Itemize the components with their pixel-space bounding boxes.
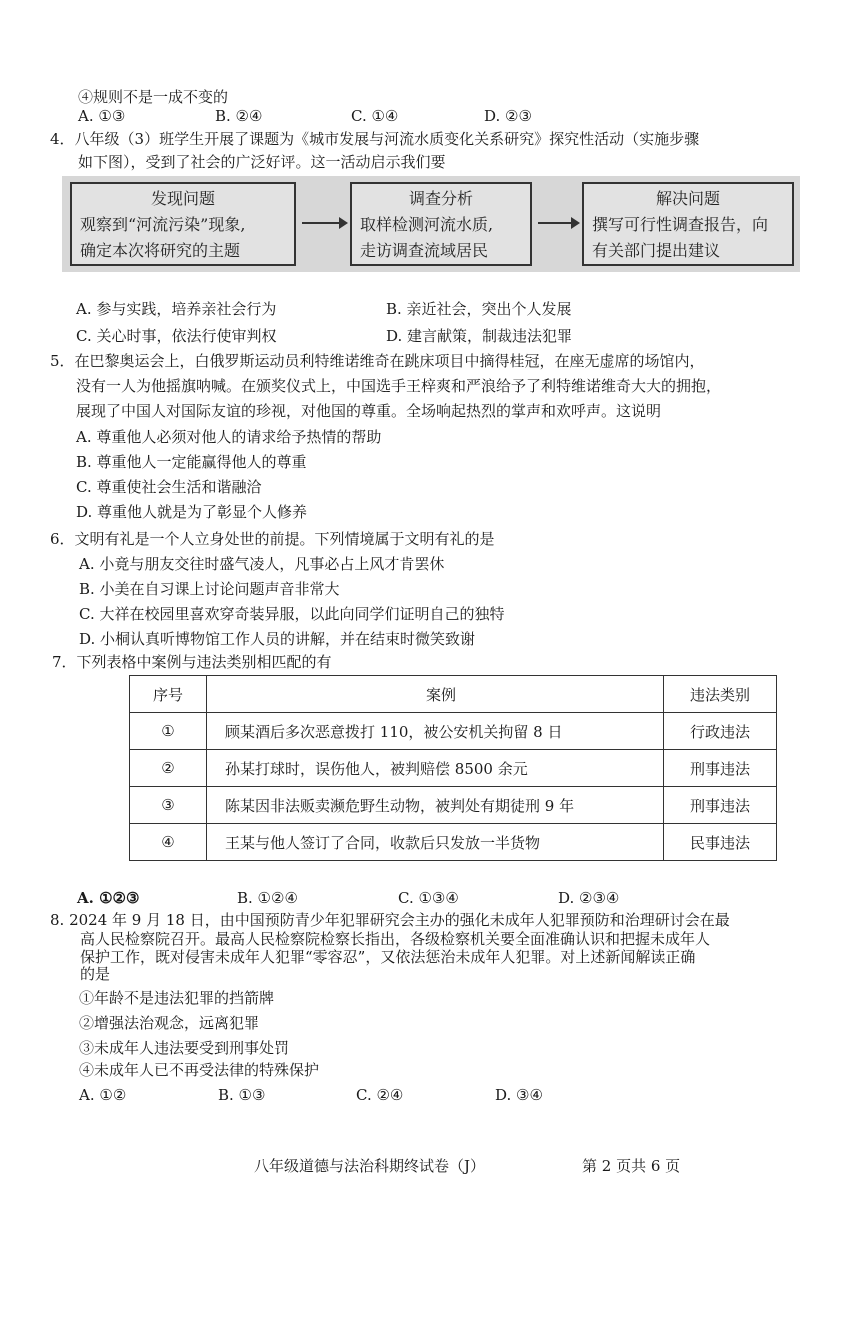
q7-case-table (129, 675, 777, 861)
flow-step-3 (582, 182, 794, 266)
table-row (130, 787, 777, 824)
q7-option-b: B. ①②④ (237, 889, 298, 907)
q3-options (78, 106, 532, 126)
q3-item-4: ④规则不是一成不变的 (78, 88, 229, 106)
q8-stem-line2: 高人民检察院召开。最高人民检察院检察长指出，各级检察机关要全面准确认识和把握未成年人 (80, 930, 711, 948)
flow-step-2-line1: 取样检测河流水质, (360, 215, 494, 234)
q6-option-b: B. 小美在自习课上讨论问题声音非常大 (79, 580, 340, 598)
row-case: 顾某酒后多次恶意拨打 110，被公安机关拘留 8 日 (207, 713, 664, 750)
row-no: ② (130, 750, 207, 787)
q5-stem-line1: 5．在巴黎奥运会上，白俄罗斯运动员利特维诺维奇在跳床项目中摘得桂冠，在座无虚席的场馆内， (50, 352, 705, 370)
row-case: 孙某打球时，误伤他人，被判赔偿 8500 余元 (207, 750, 664, 787)
q5-option-c: C. 尊重使社会生活和谐融洽 (76, 478, 262, 496)
flow-arrow-2 (538, 222, 578, 224)
q7-option-a: A. ①②③ (77, 889, 140, 907)
q3-option-d: D. ②③ (484, 107, 532, 125)
q4-options-row1 (76, 299, 572, 319)
q8-option-c: C. ②④ (356, 1086, 404, 1104)
row-type: 行政违法 (664, 713, 777, 750)
flow-step-1 (70, 182, 296, 266)
row-no: ③ (130, 787, 207, 824)
q4-flow-diagram (62, 176, 800, 272)
flow-step-2-line2: 走访调查流域居民 (360, 241, 489, 260)
q8-stem-line3: 保护工作，既对侵害未成年人犯罪“零容忍”，又依法惩治未成年人犯罪。对上述新闻解读正确 (80, 948, 696, 966)
row-type: 刑事违法 (664, 787, 777, 824)
q8-item-4: ④未成年人已不再受法律的特殊保护 (79, 1061, 320, 1079)
q4-option-d: D. 建言献策，制裁违法犯罪 (386, 327, 573, 345)
q7-stem: 7．下列表格中案例与违法类别相匹配的有 (52, 653, 332, 671)
flow-step-3-line2: 有关部门提出建议 (592, 241, 721, 260)
q8-options (79, 1085, 543, 1105)
flow-step-1-line1: 观察到“河流污染”现象, (80, 215, 246, 234)
row-no: ① (130, 713, 207, 750)
table-row (130, 713, 777, 750)
q3-option-a: A. ①③ (78, 107, 126, 125)
q8-option-d: D. ③④ (495, 1086, 543, 1104)
q6-option-a: A. 小竟与朋友交往时盛气凌人，凡事必占上风才肯罢休 (79, 555, 445, 573)
q3-option-b: B. ②④ (215, 107, 263, 125)
header-type: 违法类别 (664, 676, 777, 713)
q7-option-d: D. ②③④ (558, 889, 620, 907)
header-case: 案例 (207, 676, 664, 713)
q8-item-3: ③未成年人违法要受到刑事处罚 (79, 1039, 290, 1057)
q8-option-a: A. ①② (79, 1086, 127, 1104)
flow-step-2 (350, 182, 532, 266)
q4-option-c: C. 关心时事，依法行使审判权 (76, 327, 277, 345)
flow-step-1-title: 发现问题 (150, 189, 215, 208)
flow-arrow-1 (302, 222, 346, 224)
q3-option-c: C. ①④ (351, 107, 399, 125)
q4-option-b: B. 亲近社会，突出个人发展 (386, 300, 572, 318)
table-header-row (130, 676, 777, 713)
footer-title: 八年级道德与法治科期终试卷（J） (254, 1157, 486, 1175)
table-row (130, 750, 777, 787)
table-row (130, 824, 777, 861)
flow-step-3-title: 解决问题 (655, 189, 720, 208)
q8-option-b: B. ①③ (218, 1086, 266, 1104)
q8-stem-line4: 的是 (80, 965, 111, 983)
q6-option-d: D. 小桐认真听博物馆工作人员的讲解，并在结束时微笑致谢 (79, 630, 476, 648)
header-no: 序号 (130, 676, 207, 713)
row-type: 民事违法 (664, 824, 777, 861)
q8-item-1: ①年龄不是违法犯罪的挡箭牌 (79, 989, 275, 1007)
q4-stem-line2: 如下图），受到了社会的广泛好评。这一活动启示我们要 (78, 153, 446, 171)
q4-stem-line1: 4．八年级（3）班学生开展了课题为《城市发展与河流水质变化关系研究》探究性活动（实施步骤 (50, 130, 700, 148)
row-case: 陈某因非法贩卖濒危野生动物，被判处有期徒刑 9 年 (207, 787, 664, 824)
row-type: 刑事违法 (664, 750, 777, 787)
q8-item-2: ②增强法治观念，远离犯罪 (79, 1014, 260, 1032)
q6-option-c: C. 大祥在校园里喜欢穿奇装异服，以此向同学们证明自己的独特 (79, 605, 505, 623)
q7-option-c: C. ①③④ (398, 889, 459, 907)
q4-options-row2 (76, 326, 572, 346)
q5-option-b: B. 尊重他人一定能赢得他人的尊重 (76, 453, 307, 471)
flow-step-2-title: 调查分析 (408, 189, 473, 208)
q5-option-d: D. 尊重他人就是为了彰显个人修养 (76, 503, 308, 521)
q5-stem-line2: 没有一人为他摇旗呐喊。在颁奖仪式上，中国选手王梓爽和严浪给予了利特维诺维奇大大的拥抱， (76, 377, 722, 395)
flow-step-3-line1: 撰写可行性调查报告，向 (592, 215, 769, 234)
q6-stem: 6．文明有礼是一个人立身处世的前提。下列情境属于文明有礼的是 (50, 530, 495, 548)
q4-option-a: A. 参与实践，培养亲社会行为 (76, 300, 277, 318)
flow-step-1-line2: 确定本次将研究的主题 (80, 241, 241, 260)
row-no: ④ (130, 824, 207, 861)
q7-options (77, 888, 619, 908)
row-case: 王某与他人签订了合同，收款后只发放一半货物 (207, 824, 664, 861)
q8-stem-line1: 8. 2024 年 9 月 18 日，由中国预防青少年犯罪研究会主办的强化未成年人犯罪预防和治理研讨会在最 (50, 911, 730, 929)
q5-stem-line3: 展现了中国人对国际友谊的珍视，对他国的尊重。全场响起热烈的掌声和欢呼声。这说明 (76, 402, 662, 420)
q5-option-a: A. 尊重他人必须对他人的请求给予热情的帮助 (76, 428, 382, 446)
footer-page-number: 第 2 页共 6 页 (582, 1157, 681, 1175)
